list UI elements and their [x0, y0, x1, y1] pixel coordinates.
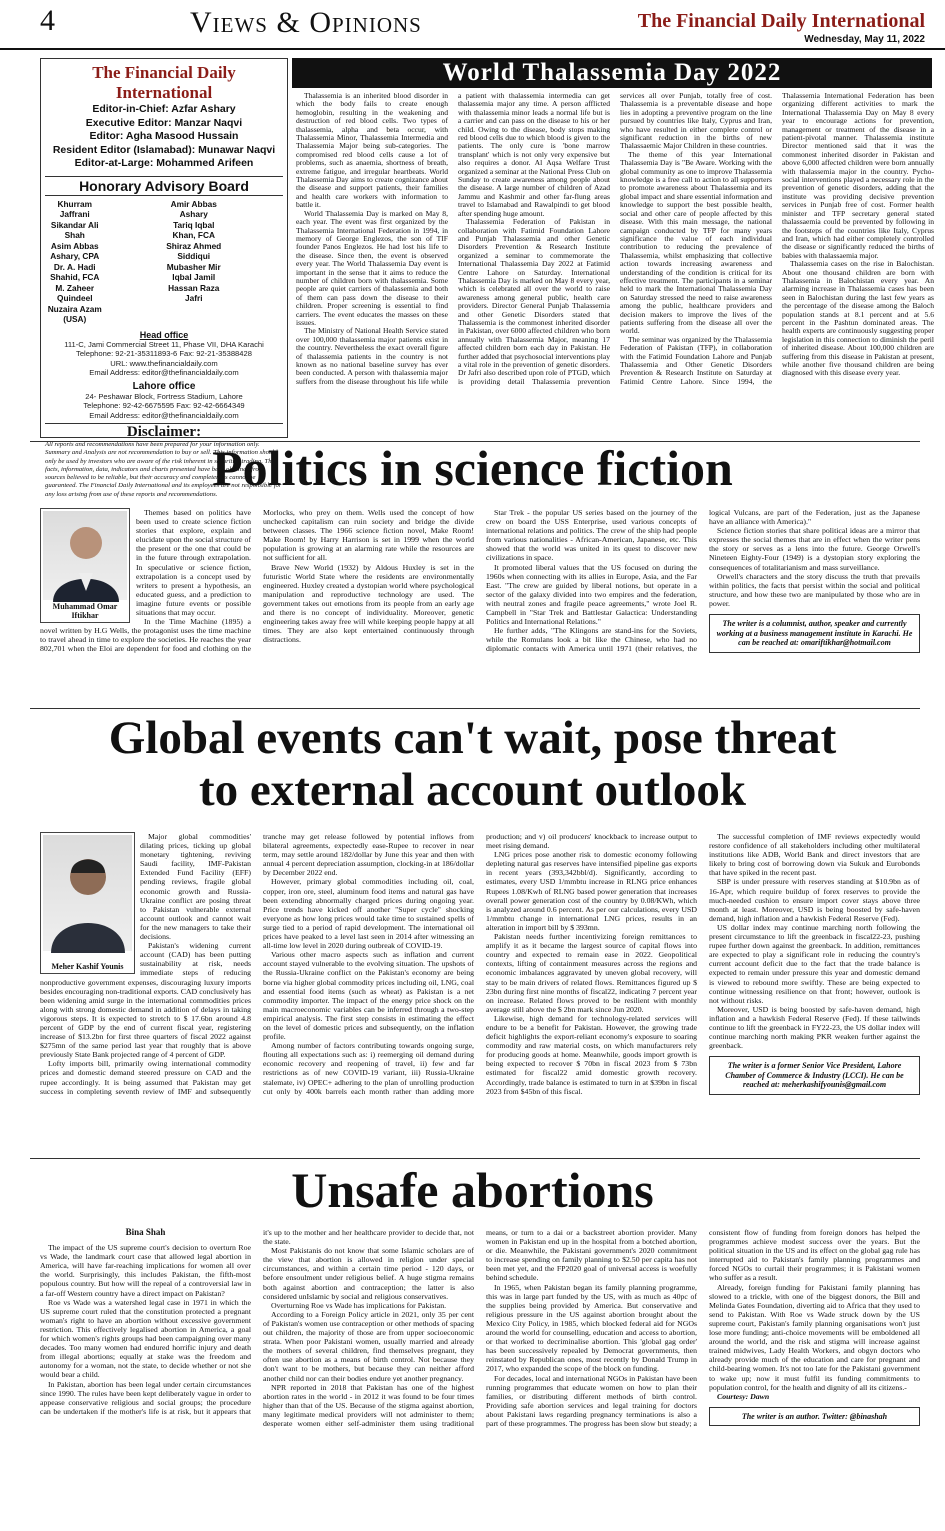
politics-article-body [40, 508, 920, 704]
head-office-line: Telephone: 92-21-35311893-6 Fax: 92-21-35388428 [76, 349, 252, 358]
masthead-box [40, 58, 288, 498]
advisory-column-right [164, 199, 283, 325]
head-office-line: URL: www.thefinancialdaily.com [110, 358, 218, 368]
author-note: The writer is a former Senior Vice President, Lahore Chamber of Commerce & Industry (LCCI). He can be reached at: meherkashifyounis@gmail.com [709, 1056, 920, 1095]
author-caption: Muhammad Omar Iftikhar [52, 602, 118, 620]
advisor-name: Shiraz Ahmed Siddiqui [166, 240, 222, 261]
article-paragraph: Thalassemia Federation of Pakistan in collaboration with Fatimid Foundation Lahore and Punjab Thalassemia and other Genetic Disorders Prevention & Research Institute organized a seminar to commemorate the International Thalassemia Day 2022 at Fatimid Centre Lahore on Saturday. International Thalassemia Day is marked on May 8 every year, which is celebrated all over the world to raise awareness among general public, health care providers. Director General Punjab Thalassemia and other Genetic Disorders stated that Thalassemia is the commonest inherited disorder in Pakistan, over 6000 affected children who born annually with Thalassemia Major, meaning 17 affected children born each day in Pakistan. He further added that psychosocial interventions play a vital role in the prevention of genetic disorders. Dr Jafri also described upon role of PTGD, which is providing detail Thalassemia prevention services all over Punjab, totally free of cost. Thalassemia is a preventable disease and hope lies in adopting a preventive program on the line pursued by countries like Italy, Cyprus and Iran, who have resulted in either complete control or significant reduction in the births of new Thalassaemic Major Children in these countries. [458, 91, 772, 386]
article-paragraph: However, primary global commodities including oil, coal, copper, iron ore, steel, aluminum food items and natural gas have been extending abnormally charged prices during ongoing year. Price trends have kicked off another "Super cycle" shocking everyone as how long prices would take time to sustained spells of surge tied to a period of rapid development. The international oil prices have peaked to a level last seen in 2014 after witnessing an all-time low level in 2020 during outbreak of COVID-19. [263, 877, 474, 951]
masthead-logo: The Financial Daily International [92, 63, 236, 102]
advisor-name: Khurram Jaffrani [57, 198, 93, 219]
article-byline: Bina Shah [125, 1227, 166, 1237]
advisor-name: Sikandar Ali Shah [50, 219, 99, 240]
article-paragraph: NPR reported in 2018 that Pakistan has one of the highest abortion rates in the world - in 2012 it was found to be four times higher than that of the US. Because of the stigma against abortion, many legitimate medical providers will not administer to them; desperate women either self-administer them using traditional means, or turn to a dai or a backstreet abortion provider. Many women in Pakistan end up in the hospital from a botched abortion, or die. Meanwhile, the Pakistani government's 2020 commitment to increase spending on family planning to $2.50 per capita has not been met yet, and the FP2020 goal of universal access is woefully behind schedule. [263, 1228, 697, 1428]
advisor-name: Mubasher Mir [166, 261, 221, 272]
thalassemia-headline: World Thalassemia Day 2022 [292, 58, 932, 88]
head-office-title: Head office [139, 329, 189, 340]
article-paragraph: Roe vs Wade was a watershed legal case in 1971 in which the US supreme court ruled that the constitution protected a pregnant woman's right to have an abortion without excessive government restriction. This effectively legalised abortion in America, a goal for which women's rights groups had been campaigning over many decades. Too many women had endured horrific injury and death from illegal abortions; equally at stake was the freedom and autonomy for a woman, not the state, to decide whether or not she would bear a child. [40, 1297, 251, 1380]
article-paragraph: The impact of the US supreme court's decision to overturn Roe vs Wade, the landmark court case that allowed legal abortion in America, will have far-reaching implications for women all over the world. Surprisingly, this includes Pakistan, the fifth-most populous country. But how will the repeal of a controversial law in a far-off Western country have a direct impact on Pakistan? [40, 1243, 251, 1298]
article-paragraph: Already, foreign funding for Pakistani family planning has slowed to a trickle, with one of the biggest donors, the Bill and Melinda Gates Foundation, diverting aid to Africa that they used to send to Pakistan. With Roe vs Wade struck down by the US supreme court, Pakistan's family planning organisations won't just lose more funding; anti-choice movements will be emboldened all around the world, and the risk and stigma will increase against trained midwives, Lady Health Workers, and obgyn doctors who already provide much of the education and care for pregnant and child-bearing women. It's not too late for the Pakistani government to wake up; now it must fulfil its funding commitments to population control, for the health and dignity of all its citizens.- [709, 1282, 920, 1392]
disclaimer-text: All reports and recommendations have been prepared for your information only. Summary and Analysis are not recommendation to buy or sell. This information should only be used by investors who are aware of the risk inherent in securities trading. The facts, information, data, indicators and charts presented have been obtained from sources believed to be reliable, but their accuracy and completeness cannot be guaranteed. The Financial Daily International and its employees are not responsible for any loss arising from use of these reports and recommendations. [45, 441, 282, 498]
article-paragraph: In 1965, when Pakistan began its family planning programme, this was in large part funded by the US, with as much as 40pc of the supplies being provided by America. But conservative and religious pressure in the US against abortion brought about the Mexico City Policy, in 1985, which blocked federal aid for NGOs around the world for counselling, education and access to abortion, or that worked to decriminalise abortion. This 'global gag order' has been successively repealed by Democrat governments, then reinstated by Republican ones, most recently by Donald Trump in 2017, who expanded the scope of the block on funding. [486, 1282, 697, 1374]
editor-line: Executive Editor: Manzar Naqvi [85, 116, 243, 129]
global-events-article-body [40, 832, 920, 1154]
article-paragraph: The Ministry of National Health Service stated over 100,000 thalassemia major patients exist in the country. Nevertheless the exact overall figure of thalassemia patients in the country is not known as no national baseline survey has ever been conducted. A person with thalassemia major suffers from the disease throughout his life while a patient with thalassemia intermedia can get thalassemia major any time. A person afflicted with thalassemia minor leads a normal life but is a carrier and can pass on the disease to his or her child. Owing to the disease, body stops making red blood cells due to which blood is given to the patients. The only cure is 'bone marrow transplant' which is not only very expensive but also requires a donor. Al Aqsa Welfare Trust organized a seminar at the National Press Club on Sunday to create awareness among people about the disease. A large number of children of Azad Jammu and Kashmir and other far-flung areas travel to Islamabad and Rawalpindi to get blood after spending huge amount. [296, 91, 610, 386]
lahore-office-title: Lahore office [132, 380, 196, 392]
advisor-name: M. Zaheer Quindeel [55, 282, 95, 303]
newspaper-brand: The Financial Daily International [637, 10, 925, 32]
article-paragraph: The successful completion of IMF reviews expectedly would restore confidence of all stakeholders including other multilateral institutions like ADB, World Bank and direct investors that are likely to bring cost of borrowing down via Sukuk and Eurobonds that have spiked in the recent past. [709, 832, 920, 878]
advisory-column-left [45, 199, 164, 325]
article-paragraph: It promoted liberal values that the US focused on during the 1960s when connecting with its allies in Europe, Asia, and the Far East. "The crew are guided by liberal notions, but operate in a sector of the galaxy divided into two empires and the federation, with neutral zones and fragile peace agreements," wrote Joel R. Campbell in "Star Trek and Battlestar Galactica: Understanding Politics and International Relations." [486, 562, 697, 627]
global-events-headline [0, 712, 945, 816]
author-note: The writer is an author. Twitter: @binashah [709, 1407, 920, 1427]
article-paragraph: LNG prices pose another risk to domestic economy following depleting natural gas reserves have intensified pipeline gas exports in recent years (393,342bbl/d). Significantly, according to estimates, every USD 1/mmbtu increase in RLNG price enhances Rupees 1.08/Kwh of RLNG based power generation that increases overall power generation cost of the country by 0.08/KWh, which is analyzed around 0.6 percent. As per our calculations, every USD 1/mmbtu change in international LNG prices, results in an alteration in import bill by $ 393mn. [486, 850, 697, 932]
lahore-office-line: Telephone: 92-42-6675595 Fax: 92-42-6664349 [83, 401, 245, 410]
advisory-board-list [45, 199, 283, 325]
head-office-line: 111-C, Jami Commercial Street 11, Phase VII, DHA Karachi [64, 339, 264, 349]
article-paragraph: Pakistan's widening current account (CAD) has been putting sustainability at risk, needs immediate steps of reducing nonproductive government expenses, discouraging luxury imports besides encouraging non-traditional exports. CAD conclusively has been widening amid surge in the international commodities prices along with strong domestic demand in addition of delays in taking vigorous steps. It is expected to stretch to $ 17.6bn around 4.8 percent of GDP by the end of current fiscal year, registering increase of $13.2bn for first three quarters of fiscal 2022 against $275mn of the same period last year that roughly that is above previously State Bank projected range of 4 percent of GDP. [40, 941, 251, 1060]
advisor-name: Tariq Iqbal Khan, FCA [172, 219, 215, 240]
advisor-name: Hassan Raza Jafri [168, 282, 220, 303]
unsafe-abortions-article-body [40, 1228, 920, 1524]
advisory-board-title: Honorary Advisory Board [45, 176, 283, 196]
advisor-name: Dr. A. Hadi Shahid, FCA [50, 261, 100, 282]
lahore-office-line: Email Address: editor@thefinancialdaily.com [89, 410, 239, 420]
article-paragraph: The theme of this year International Thalassemia Day is "Be Aware. Working with the global community as one to improve Thalassemia knowledge is a free call to action to all supporters to promote awareness about Thalassemia and its global impact and share essential information and knowledge to support the best possible health, social and other care of people affected by this disease. With this main message, the national campaign conducted by TFP for many years significance the value of each individual contribution to reducing the prevalence of Thalassemia, whilst emphasizing that collective action towards increasing awareness and understanding of the condition is critical for its effective treatment. The participants in a seminar held to mark the International Thalassemia Day on Saturday stressed the need to raise awareness among the public, healthcare providers and decision makers to improve the lives of the patients suffering from the disease all over the world. [620, 149, 772, 336]
headline-line: Global events can't wait, pose threat [108, 712, 837, 764]
thalassemia-article-body [296, 92, 934, 438]
portrait-spacer [40, 832, 140, 972]
article-paragraph: Likewise, high demand for technology-related services will endure to be a benefit for Pakistan. However, the growing trade deficit highlights the export-reliant economy's exposure to soaring commodity and raw material costs, on which manufacturers rely for producing goods at home. Meanwhile, goods import growth is being expected to recover $ 70bn in fiscal 2023 from $ 73bn estimated for fiscal22 amid domestic growth recovery. Accordingly, trade balance is estimated to turn in at $39bn in fiscal 2023 from $45bn of this fiscal. [486, 1013, 697, 1096]
section-title: Views & Opinions [190, 6, 422, 39]
editor-line: Resident Editor (Islamabad): Munawar Naqvi [52, 143, 276, 156]
article-paragraph: Brave New World (1932) by Aldous Huxley is set in the futuristic World State where the residents are environmentally engineered. Huxley created a dystopian world where psychological manipulation and reproductive technology are used. The government takes out emotions from its people from an early age and there is no concept of individuality. Moreover, genetic engineering takes away free will while keeping people happy at all times. They are also kept entertained continuously through distractions. [263, 562, 474, 645]
article-paragraph: Major global commodities' dilating prices, ticking up global monetary tightening, reviving Saudi facility, IMF-Pakistan Extended Fund Facility (EFF) pending reviews, fragile global economic growth and Russia-Ukraine conflict are posing threat to Pakistan vulnerable external account outlook and cannot wait for the new managers to take their decisions. [140, 832, 251, 942]
article-paragraph: In the Time Machine (1895) a novel written by H.G Wells, the protagonist uses the time machine to travel ahead in time to explore the societies. He reaches the year 802,701 when the Eloi are dependent for food and clothing on the Morlocks, who prey on them. Wells used the concept of how unchecked capitalism can ruin society and bridge the divide between classes. The 1966 science fiction novel, Make Room! Make Room! by Harry Harrison is set in 1999 when the world population is growing at an alarming rate while the resources are not sufficient for all. [40, 508, 474, 654]
article-paragraph: According to a Foreign Policy article in 2021, only 35 per cent of Pakistan's women use contraception or other methods of spacing out children, the majority of those are from upper socioeconomic strata. When poor Pakistani women, usually married and already the mothers of several children, find themselves pregnant, they often use abortion as a means of birth control. Not because they don't want to be mothers, but because they can neither afford another child nor can their bodies endure yet another pregnancy. [263, 1309, 474, 1383]
advisor-name: Asim Abbas Ashary, CPA [50, 240, 100, 261]
headline-line: to external account outlook [199, 764, 746, 816]
article-paragraph: In Pakistan, abortion has been legal under certain circumstances since 1990. The rules have been kept deliberately vague in order to appease conservative religious and social groups; the procedure can be undertaken if the mother's life is at risk, but it appears that it's up to the mother and her healthcare provider to decide that, not the state. [40, 1228, 474, 1416]
disclaimer-title: Disclaimer: [45, 423, 283, 441]
head-office-line: Email Address: editor@thefinancialdaily.com [89, 368, 239, 377]
article-paragraph: Themes based on politics have been used to create science fiction stories that explore, explain and elucidate upon the social structure of the present or the one that could be in the future through extrapolation. In speculative or science fiction, extrapolation is a concept used by writers to present a hypothesis, an educated guess, and a prediction to imagine future events or possible situations that may occur. [136, 508, 251, 618]
article-paragraph: Overturning Roe vs Wade has implications for Pakistan. [271, 1300, 447, 1310]
unsafe-abortions-headline: Unsafe abortions [291, 1162, 654, 1218]
article-paragraph: Thalassemia is an inherited blood disorder in which the body fails to create enough hemoglobin, resulting in the weakening and destruction of red blood cells. Two types of thalassemia, alpha and beta occur, with Thalassemia Minor, Thalassemia Intermedia and Thalassemia Major being sub-categories. The compromised red blood cells cause a lot of problems, such as anaemia, shortness of breath, extreme fatigue, and irregular heartbeats. World Thalassemia Day aims to create cognizance about the disease and support patients, their families and health care workers with information to battle it. [296, 91, 448, 210]
editor-line: Editor-in-Chief: Azfar Ashary [92, 103, 236, 115]
advisor-name: Amir Abbas Ashary [170, 198, 217, 219]
author-note: The writer is a columnist, author, speaker and currently working at a business management institute in Karachi. He can be reached at: omariftikhar@hotmail.com [709, 614, 920, 653]
page-header [0, 0, 945, 50]
article-paragraph: Among number of factors contributing towards ongoing surge, flouting all expectations such as: i) reemerging oil demand during economic recovery and reopening of travel, ii) few and far restrictions as of new COVID-19 variant, iii) Russia-Ukraine stalemate, iv) OPEC+ adhering to the plan of unrolling production cut only by 400k barrels each month rather than adding more production; and v) oil producers' knockback to increase output to meet rising demand. [263, 832, 697, 1096]
article-paragraph: Star Trek - the popular US series based on the journey of the crew on board the USS Enterprise, used various concepts of international relations and politics. The crew of the ship had people from various nationalities - African-American, Japanese, etc. This showed that the world was united in its quest to discover new civilizations in space. [486, 508, 697, 563]
article-paragraph: Science fiction stories that share political ideas are a mirror that expresses the social themes that are in effect when the writer pens the story or serves as a lens into the future. George Orwell's Nineteen Eighty-Four (1949) is a dystopian story exploring the consequences of totalitarianism and mass surveillance. [709, 526, 920, 572]
article-paragraph: Thalassemia cases on the rise in Balochistan. About one thousand children are born with Thalassemia in Balochistan every year. An alarming increase in Thalassemia cases has been seen in Balochistan during the last few years as the percentage of the disease among the Baloch population stands at 8.1 percent and at 5.6 percent in the Pashtun dominated areas. The health experts are continuously suggesting proper legislation in this connection to diminish the peril of inherited disease. About 100,000 children are suffering from this disease in Pakistan at present, while another five thousand children are being diagnosed with this disease every year. [782, 259, 934, 378]
author-caption: Meher Kashif Younis [51, 962, 124, 971]
lahore-office-line: 24- Peshawar Block, Fortress Stadium, Lahore [85, 391, 243, 401]
editor-line: Editor-at-Large: Mohammed Arifeen [74, 157, 254, 169]
article-paragraph: The seminar was organized by the Thalassemia Federation of Pakistan (TFP), in collaboration with the Fatimid Foundation Lahore and Punjab Thalassemia and Other Genetic Disorders Prevention & Research Institute on Saturday at Fatimid Centre Lahore. Since 1994, the Thalassemia International Federation has been organizing different activities to mark the International Thalassemia Day on May 8 every year to encourage actions for prevention, management or treatment of the disease in a patient-pivotal manner. Thalassemia institute Director mentioned said that it was the commonest inherited disorder in Pakistan and above 6,000 affected children were born annually with thalassemia major in the country. Pycho-social interventions played a necessary role in the prevention of genetic disorders, adding that the institute was providing decisive prevention services in Punjab free of cost. Former health minister and TFP secretary general stated thalassaemia could be prevented by following in the footsteps of the countries like Italy, Cyprus and Iran, which had either completely controlled the disease or significantly reduced the births of babies with thalassaemia major. [620, 91, 934, 386]
article-paragraph: US dollar index may continue marching north following the present circumstance to lift the greenback in fiscal22-23, pushing rupee further down against the greenback. In addition, remittances are expected to play a significant role in reducing the country's current account deficit due to the fact that the trade balance is expected to remain under pressure this year and domestic demand is viewed to rebound more swiftly. These are being expected to continue witnessing resilience on that front; however, outlook is not without risks. [709, 922, 920, 1005]
portrait-spacer [40, 508, 136, 626]
section-divider [30, 1158, 920, 1159]
article-paragraph: SBP is under pressure with reserves standing at $10.9bn as of 16-Apr, which require buildup of forex reserves to provide the much-needed cushion to ensure import cover stays above three month at least. Moreover, USD is being boosted by safe-haven demand, high inflation and a hawkish Federal Reserve (Fed). [709, 877, 920, 923]
article-paragraph: Pakistan needs further incentivizing foreign remittances to amplify it as it became the largest source of capital flows into country and expected to remain ease in 2022. Geopolitical contexts, lifting of containment measures across the regions and economic imbalances aggravated by uneven global recovery, will stay to be main drivers of related flows. Remittances figured up $ 23bn during first nine months of fiscal22, indicating 7 percent year on increase. Related flows proved to be resilient with monthly average still above the $ 2bn mark since Jun 2020. [486, 932, 697, 1014]
section-divider [30, 708, 920, 709]
article-paragraph: Moreover, USD is being boosted by safe-haven demand, high inflation and a hawkish Federal Reserve (Fed). If these tailwinds continue to lift the greenback in FY22-23, the US dollar index will continue marching north making PKR weaken further against the greenback. [709, 1004, 920, 1051]
editor-line: Editor: Agha Masood Hussain [89, 130, 239, 142]
article-paragraph: Various other macro aspects such as inflation and current account stayed vulnerable to the evolving situation. The upshots of the Russia-Ukraine conflict on the Pakistan's economy are being borne via higher global commodity prices including oil, LNG, coal and essential food items (such as wheat) as Pakistan is a net commodity importer. The impact of the energy price shock on the main macroeconomic variables can be inferred through a two-step empirical analysis. The first step consists in estimating the effect on the level of domestic prices and subsequently, on the inflation profile. [263, 950, 474, 1042]
advisor-name: Iqbal Jamil [172, 272, 216, 282]
article-paragraph: Most Pakistanis do not know that some Islamic scholars are of the view that abortion is allowed in religion under special circumstances, and within a certain time period - 120 days, or before ensoulment under religious belief. A huge stigma remains both against abortion and contraception; the latter is also considered unIslamic by social and religious conservatives. [263, 1246, 474, 1301]
advisor-name: Nuzaira Azam (USA) [47, 303, 102, 324]
page-number: 4 [40, 4, 55, 37]
article-paragraph: Lofty imports bill, primarily owing international commodity prices and domestic demand steered pressure on CAD and the rupee accordingly. It is being assumed that Pakistan may get success in completing seventh review of IMF and subsequently tranche may get release followed by potential inflows from bilateral agreements, expectedly ease-Rupee to recover in near term, may settle around 182/dollar by June this year and then with annual 4 percent depreciation assumption, clocking-in at 186/dollar by December 2022 end. [40, 832, 474, 1096]
issue-date: Wednesday, May 11, 2022 [804, 34, 925, 45]
article-courtesy: Courtesy: Dawn [717, 1391, 770, 1401]
politics-headline: Politics in science fiction [212, 440, 733, 496]
article-paragraph: He further adds, "The Klingons are stand-ins for the Soviets, while the Romulans look a bit like the Chinese, who had no diplomatic contacts with America until 1971 (their relatives, the logical Vulcans, are part of the Federation, just as the Japanese have an alliance with America)." [486, 508, 920, 654]
article-paragraph: For decades, local and international NGOs in Pakistan have been running programmes that educate women on how to plan their families, or distributing different methods of birth control. Providing safe abortion services and legal training for doctors about Pakistani laws regarding pregnancy terminations is also a part of these programmes. The progress has been slow but steady; a consistent flow of funding from foreign donors has helped the programmes achieve modest success over the years. But the political situation in the US and its effect on the global gag rule has interrupted aid to Pakistan's family planning programmes and forced NGOs to curtail their programmes; it is Pakistani women who suffer as a result. [486, 1228, 920, 1428]
article-paragraph: World Thalassemia Day is marked on May 8, each year. The event was first organized by the Thalassemia International Federation in 1994, in memory of George Englezos, the son of TIF founder Panos Englezos. He had lost his life to the disease. Since then, the event is observed every year. The World Thalassemia Day event is important in the sense that it aims to reduce the number of children born with thalassemia. Some people are quiet carriers of thalassemia and both of them can pass down the disease to their children. Proper screening is essential to find carriers. The event educates the masses on these issues. [296, 208, 448, 327]
article-paragraph: Orwell's characters and the story discuss the truth that prevails within politics, the facts that persist within the social and political structure, and how these two are manipulated by those who are in power. [709, 571, 920, 608]
